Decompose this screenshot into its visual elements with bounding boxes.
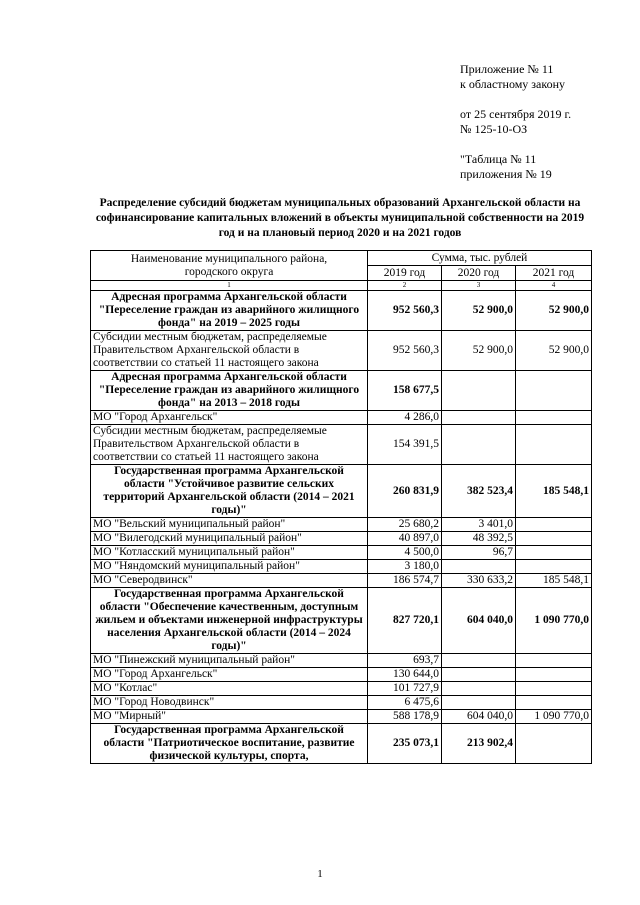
column-index: 4 (516, 281, 592, 291)
row-name: Государственная программа Архангельской области "Устойчивое развитие сельских территорий Архангельской области (2014 – 2021 годы)" (91, 465, 368, 518)
value-2021: 185 548,1 (516, 465, 592, 518)
value-2019: 952 560,3 (368, 331, 442, 371)
value-2020 (442, 654, 516, 668)
value-2019: 40 897,0 (368, 532, 442, 546)
document-title: Распределение субсидий бюджетам муниципальных образований Архангельской области на софинансирование капитальных вложений в объекты муниципальной собственности на 2019 год и на плановый период 2020 и на 2021 годов (95, 197, 585, 239)
value-2020: 604 040,0 (442, 710, 516, 724)
table-row (91, 532, 592, 546)
page-number: 1 (317, 868, 323, 880)
appendix-number: Приложение № 11 (460, 62, 554, 76)
row-name: МО "Город Новодвинск" (91, 696, 368, 710)
row-name: Субсидии местным бюджетам, распределяемые Правительством Архангельской области в соответствии со статьей 11 настоящего закона (91, 331, 368, 371)
program-row (91, 371, 592, 411)
value-2021: 1 090 770,0 (516, 710, 592, 724)
column-header-sum: Сумма, тыс. рублей (368, 251, 592, 266)
value-2021: 52 900,0 (516, 291, 592, 331)
column-header-2020: 2020 год (442, 266, 516, 281)
value-2020 (442, 425, 516, 465)
value-2019: 260 831,9 (368, 465, 442, 518)
column-header-2019: 2019 год (368, 266, 442, 281)
program-row (91, 588, 592, 654)
column-index: 1 (91, 281, 368, 291)
program-row (91, 724, 592, 764)
value-2019: 6 475,6 (368, 696, 442, 710)
value-2020: 52 900,0 (442, 331, 516, 371)
row-name: МО "Город Архангельск" (91, 668, 368, 682)
value-2019: 235 073,1 (368, 724, 442, 764)
value-2021 (516, 696, 592, 710)
value-2021 (516, 560, 592, 574)
value-2021 (516, 411, 592, 425)
value-2020: 3 401,0 (442, 518, 516, 532)
value-2019: 154 391,5 (368, 425, 442, 465)
value-2021: 1 090 770,0 (516, 588, 592, 654)
value-2020 (442, 411, 516, 425)
value-2021 (516, 724, 592, 764)
value-2019: 3 180,0 (368, 560, 442, 574)
row-name: МО "Вельский муниципальный район" (91, 518, 368, 532)
value-2020: 52 900,0 (442, 291, 516, 331)
value-2019: 158 677,5 (368, 371, 442, 411)
value-2019: 101 727,9 (368, 682, 442, 696)
value-2020: 48 392,5 (442, 532, 516, 546)
value-2020: 604 040,0 (442, 588, 516, 654)
value-2021 (516, 425, 592, 465)
value-2020 (442, 682, 516, 696)
value-2021 (516, 668, 592, 682)
row-name: МО "Котлас" (91, 682, 368, 696)
value-2021 (516, 371, 592, 411)
value-2019: 4 286,0 (368, 411, 442, 425)
value-2020 (442, 696, 516, 710)
table-appendix: приложения № 19 (460, 167, 552, 181)
table-row (91, 682, 592, 696)
table-row (91, 710, 592, 724)
value-2019: 130 644,0 (368, 668, 442, 682)
value-2021 (516, 654, 592, 668)
row-name: МО "Мирный" (91, 710, 368, 724)
column-index: 2 (368, 281, 442, 291)
table-row (91, 546, 592, 560)
appendix-law-ref: к областному закону (460, 77, 566, 91)
row-name: Адресная программа Архангельской области "Переселение граждан из аварийного жилищного фонда" на 2013 – 2018 годы (91, 371, 368, 411)
program-row (91, 465, 592, 518)
row-name: Адресная программа Архангельской области "Переселение граждан из аварийного жилищного фонда" на 2019 – 2025 годы (91, 291, 368, 331)
value-2021: 185 548,1 (516, 574, 592, 588)
value-2020: 96,7 (442, 546, 516, 560)
appendix-header (460, 62, 571, 182)
row-name: МО "Котласский муниципальный район" (91, 546, 368, 560)
row-name: МО "Пинежский муниципальный район" (91, 654, 368, 668)
value-2019: 25 680,2 (368, 518, 442, 532)
table-row (91, 668, 592, 682)
row-name: МО "Няндомский муниципальный район" (91, 560, 368, 574)
value-2019: 952 560,3 (368, 291, 442, 331)
value-2020 (442, 371, 516, 411)
row-name: Государственная программа Архангельской области "Патриотическое воспитание, развитие физической культуры, спорта, (91, 724, 368, 764)
value-2019: 4 500,0 (368, 546, 442, 560)
value-2021 (516, 546, 592, 560)
row-name: Государственная программа Архангельской области "Обеспечение качественным, доступным жильем и объектами инженерной инфраструктуры населения Архангельской области (2014 – 2024 годы)" (91, 588, 368, 654)
table-number: "Таблица № 11 (460, 152, 537, 166)
value-2019: 693,7 (368, 654, 442, 668)
law-number: № 125-10-ОЗ (460, 122, 528, 136)
value-2020: 382 523,4 (442, 465, 516, 518)
value-2021 (516, 518, 592, 532)
value-2021: 52 900,0 (516, 331, 592, 371)
table-row (91, 696, 592, 710)
value-2020: 330 633,2 (442, 574, 516, 588)
table-row (91, 518, 592, 532)
value-2019: 827 720,1 (368, 588, 442, 654)
law-date: от 25 сентября 2019 г. (460, 107, 572, 121)
table-row (91, 654, 592, 668)
column-header-name: Наименование муниципального района, городского округа (91, 251, 368, 281)
column-index: 3 (442, 281, 516, 291)
table-row (91, 331, 592, 371)
value-2020 (442, 560, 516, 574)
table-row (91, 560, 592, 574)
value-2019: 588 178,9 (368, 710, 442, 724)
row-name: МО "Вилегодский муниципальный район" (91, 532, 368, 546)
value-2021 (516, 532, 592, 546)
value-2020 (442, 668, 516, 682)
value-2019: 186 574,7 (368, 574, 442, 588)
row-name: Субсидии местным бюджетам, распределяемые Правительством Архангельской области в соответствии со статьей 11 настоящего закона (91, 425, 368, 465)
table-row (91, 574, 592, 588)
table-row (91, 425, 592, 465)
subsidy-table (90, 250, 592, 764)
program-row (91, 291, 592, 331)
value-2021 (516, 682, 592, 696)
value-2020: 213 902,4 (442, 724, 516, 764)
row-name: МО "Город Архангельск" (91, 411, 368, 425)
column-header-2021: 2021 год (516, 266, 592, 281)
table-row (91, 411, 592, 425)
row-name: МО "Северодвинск" (91, 574, 368, 588)
